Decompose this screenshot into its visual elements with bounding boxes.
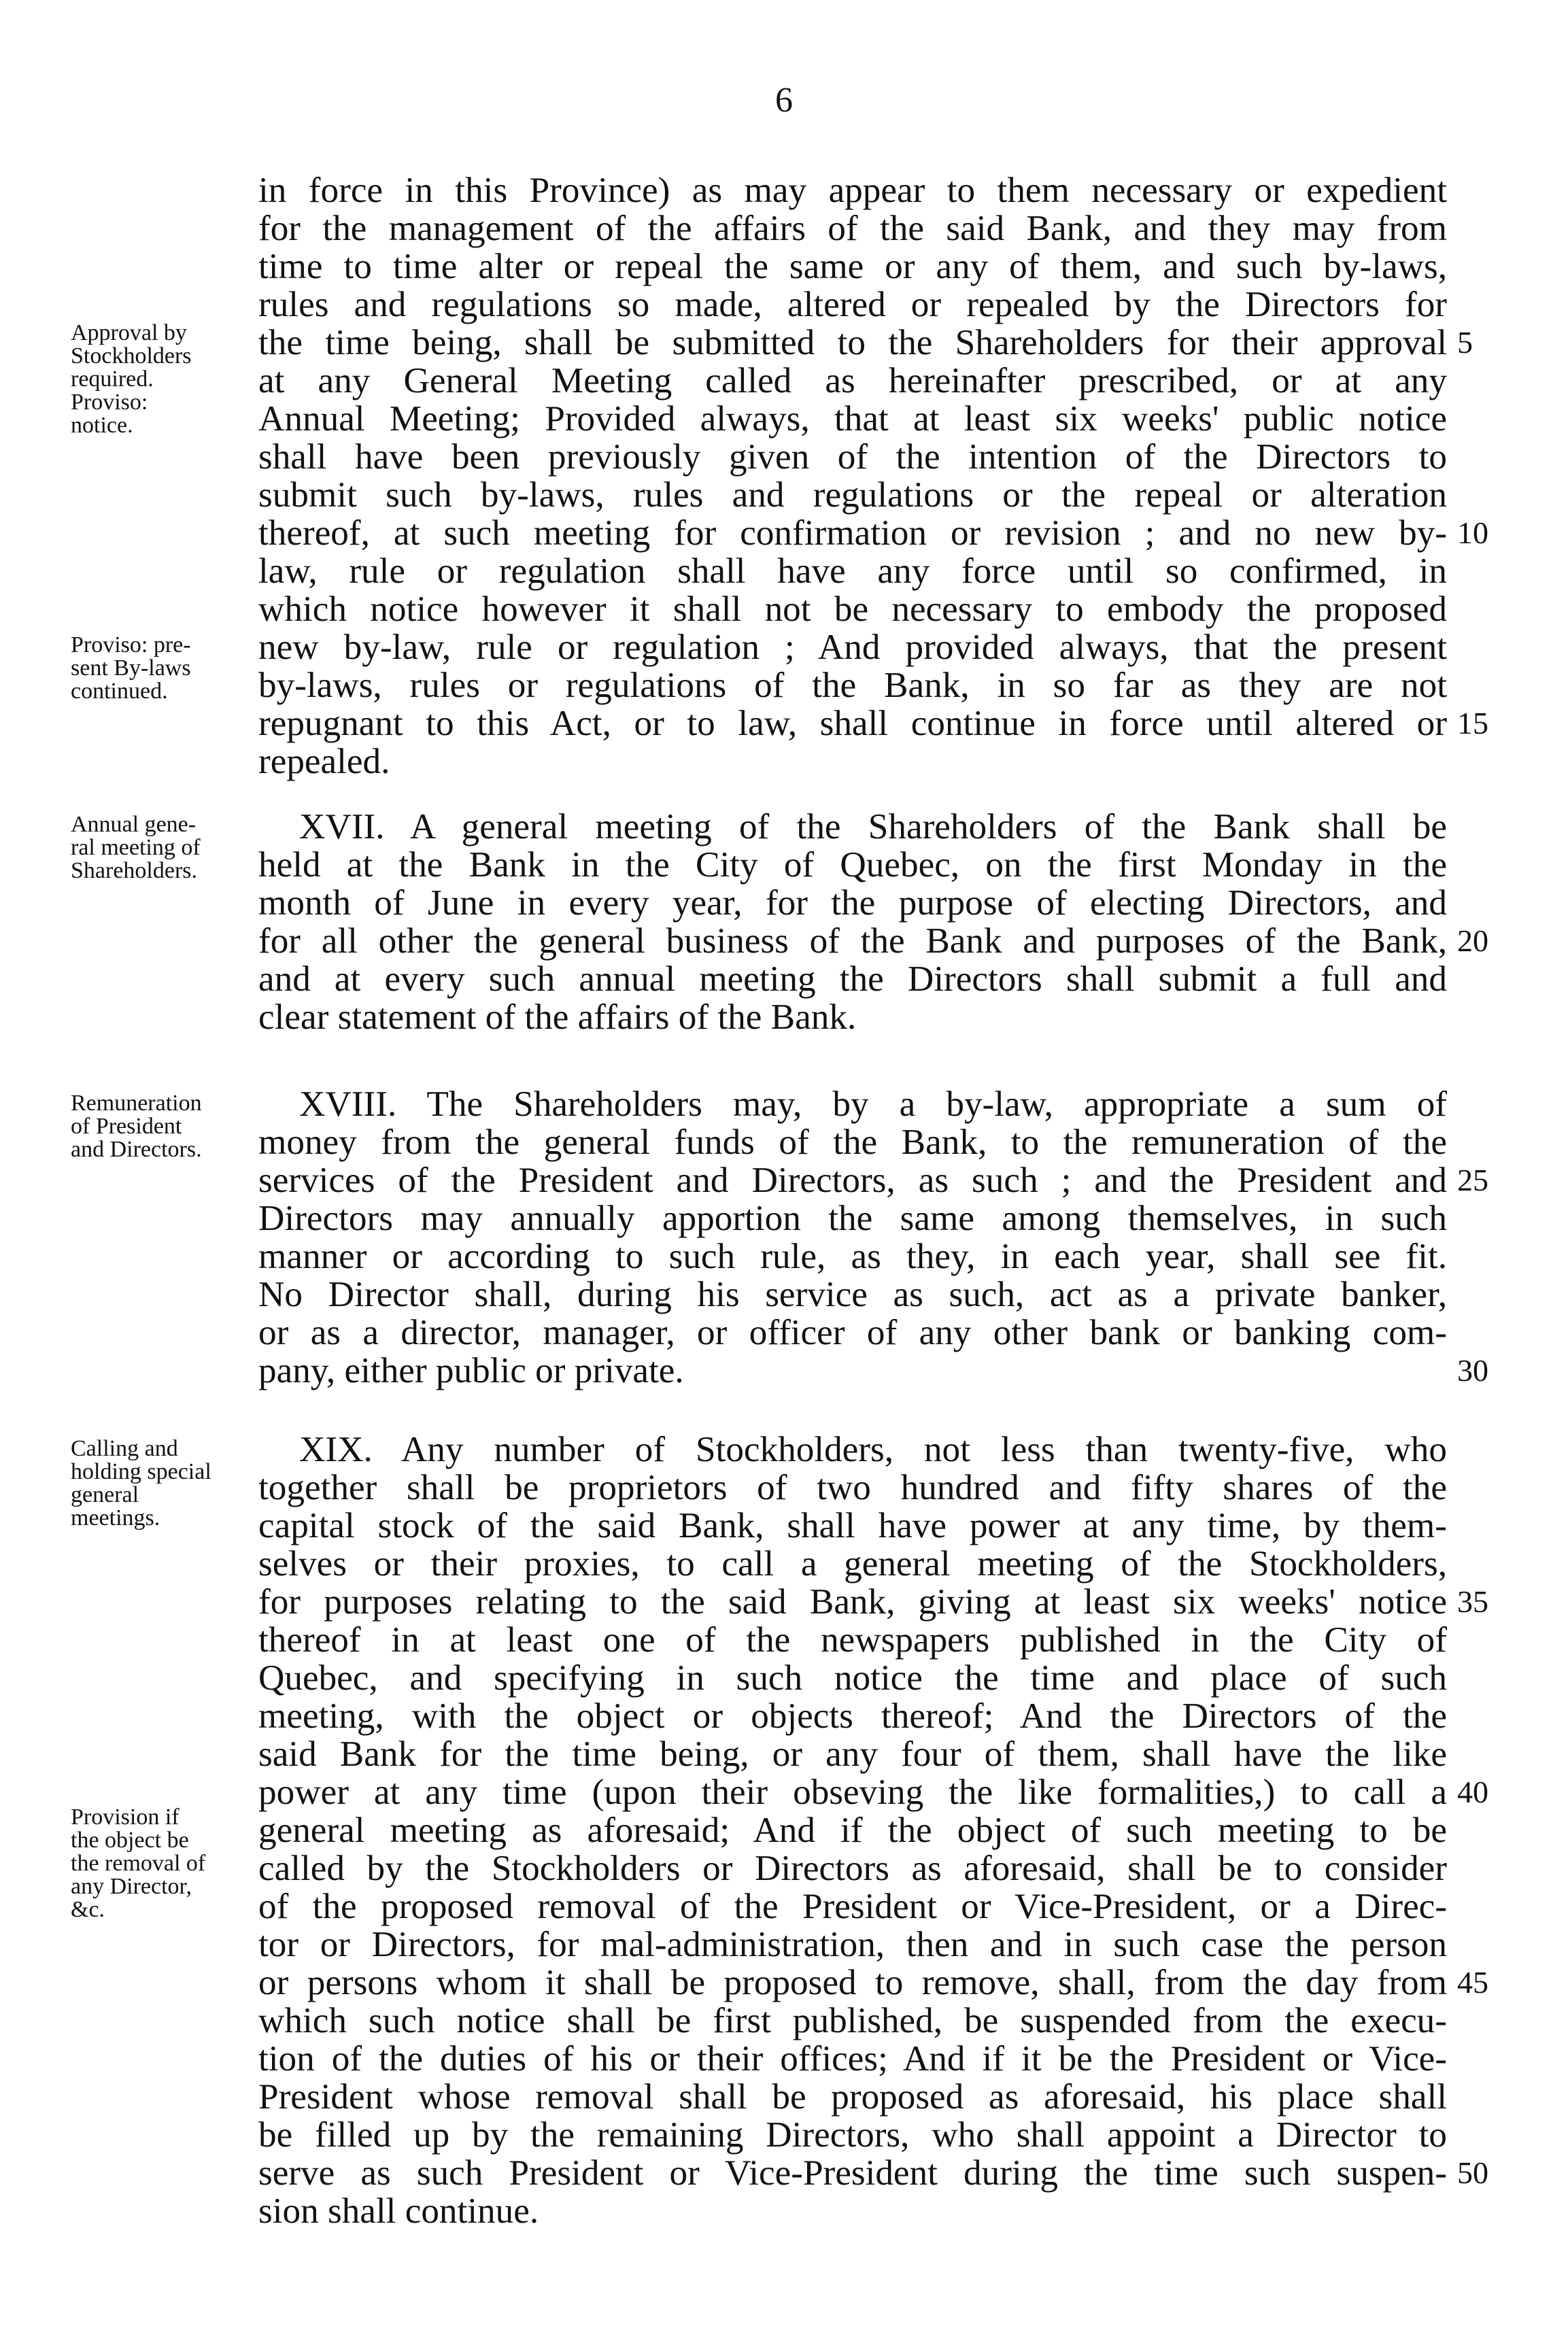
line-number: 5 xyxy=(1457,325,1473,360)
text-line: selves or their proxies, to call a general meeting of the Stockholders, xyxy=(258,1543,1447,1584)
text-line: XVIII. The Shareholders may, by a by-law, appropriate a sum of xyxy=(299,1084,1447,1124)
text-line: XVII. A general meeting of the Shareholders of the Bank shall be xyxy=(299,806,1447,846)
text-line: rules and regulations so made, altered or repealed by the Directors for xyxy=(258,284,1447,324)
margin-note-line: Proviso: xyxy=(71,390,148,415)
text-line: thereof in at least one of the newspapers published in the City of xyxy=(258,1620,1447,1660)
text-line: or as a director, manager, or officer of any other bank or banking com- xyxy=(258,1312,1447,1352)
margin-note-line: and Directors. xyxy=(71,1137,202,1162)
text-line: Directors may annually apportion the same among themselves, in such xyxy=(258,1198,1447,1238)
margin-note-line: Remuneration xyxy=(71,1091,202,1116)
text-line: together shall be proprietors of two hundred and fifty shares of the xyxy=(258,1467,1447,1507)
text-line: which notice however it shall not be necessary to embody the proposed xyxy=(258,589,1447,629)
text-line: in force in this Province) as may appear to them necessary or expedient xyxy=(258,170,1447,210)
text-line: of the proposed removal of the President or Vice-President, or a Direc- xyxy=(258,1886,1447,1926)
text-line: for purposes relating to the said Bank, giving at least six weeks' notice xyxy=(258,1581,1447,1622)
text-line: which such notice shall be first published, be suspended from the execu- xyxy=(258,2000,1447,2040)
text-line: or persons whom it shall be proposed to remove, shall, from the day from xyxy=(258,1962,1447,2002)
text-line: tion of the duties of his or their offices; And if it be the President or Vice- xyxy=(258,2038,1447,2079)
margin-note-line: Provision if xyxy=(71,1805,180,1830)
text-line: Annual Meeting; Provided always, that at least six weeks' public notice xyxy=(258,398,1447,439)
text-line: clear statement of the affairs of the Bank. xyxy=(258,997,857,1037)
text-line: be filled up by the remaining Directors, who shall appoint a Director to xyxy=(258,2115,1447,2155)
margin-note-line: the object be xyxy=(71,1828,189,1853)
text-line: new by-law, rule or regulation ; And provided always, that the present xyxy=(258,627,1447,667)
margin-note xyxy=(71,322,261,437)
line-number: 10 xyxy=(1457,515,1488,550)
text-line: money from the general funds of the Bank, to the remuneration of the xyxy=(258,1122,1447,1162)
text-line: pany, either public or private. xyxy=(258,1350,684,1390)
line-number: 20 xyxy=(1457,923,1488,958)
margin-note-line: Approval by xyxy=(71,320,187,345)
text-line: manner or according to such rule, as they, in each year, shall see fit. xyxy=(258,1236,1447,1276)
text-line: repugnant to this Act, or to law, shall continue in force until altered or xyxy=(258,703,1447,743)
text-line: sion shall continue. xyxy=(258,2191,539,2231)
text-line: services of the President and Directors, as such ; and the President and xyxy=(258,1160,1447,1200)
text-line: submit such by-laws, rules and regulations or the repeal or alteration xyxy=(258,475,1447,515)
text-line: XIX. Any number of Stockholders, not less than twenty-five, who xyxy=(299,1429,1447,1469)
margin-note-line: Shareholders. xyxy=(71,858,198,883)
text-line: meeting, with the object or objects thereof; And the Directors of the xyxy=(258,1696,1447,1736)
page-number: 6 xyxy=(775,81,793,120)
text-line: Quebec, and specifying in such notice the time and place of such xyxy=(258,1658,1447,1698)
margin-note-line: notice. xyxy=(71,413,133,438)
text-line: tor or Directors, for mal-administration, then and in such case the person xyxy=(258,1924,1447,1964)
text-line: the time being, shall be submitted to the Shareholders for their approval xyxy=(258,322,1447,362)
line-number: 50 xyxy=(1457,2155,1488,2190)
margin-note-line: continued. xyxy=(71,679,168,704)
text-line: law, rule or regulation shall have any force until so confirmed, in xyxy=(258,551,1447,591)
margin-note-line: the removal of xyxy=(71,1851,206,1876)
text-line: capital stock of the said Bank, shall have power at any time, by them- xyxy=(258,1505,1447,1545)
margin-note-line: any Director, xyxy=(71,1874,192,1899)
margin-note-line: required. xyxy=(71,366,154,392)
text-line: and at every such annual meeting the Directors shall submit a full and xyxy=(258,959,1447,999)
text-line: thereof, at such meeting for confirmation or revision ; and no new by- xyxy=(258,513,1447,553)
line-number: 25 xyxy=(1457,1163,1488,1197)
line-number: 35 xyxy=(1457,1584,1488,1619)
margin-note-line: Proviso: pre- xyxy=(71,632,191,657)
margin-note-line: holding special xyxy=(71,1459,211,1484)
margin-note-line: general xyxy=(71,1482,139,1507)
line-number: 45 xyxy=(1457,1965,1488,2000)
text-line: for the management of the affairs of the said Bank, and they may from xyxy=(258,208,1447,248)
text-line: power at any time (upon their obseving the like formalities,) to call a xyxy=(258,1772,1447,1812)
margin-note xyxy=(71,813,261,883)
text-line: held at the Bank in the City of Quebec, on the first Monday in the xyxy=(258,844,1447,885)
text-line: said Bank for the time being, or any four of them, shall have the like xyxy=(258,1734,1447,1774)
line-number: 30 xyxy=(1457,1353,1488,1388)
text-line: time to time alter or repeal the same or any of them, and such by-laws, xyxy=(258,246,1447,286)
text-line: shall have been previously given of the intention of the Directors to xyxy=(258,437,1447,477)
text-line: by-laws, rules or regulations of the Bank, in so far as they are not xyxy=(258,665,1447,705)
margin-note-line: of President xyxy=(71,1114,182,1139)
margin-note-line: sent By-laws xyxy=(71,655,191,681)
margin-note-line: Stockholders xyxy=(71,343,192,369)
margin-note xyxy=(71,1437,261,1530)
margin-note xyxy=(71,634,261,703)
text-line: repealed. xyxy=(258,741,390,781)
line-number: 15 xyxy=(1457,706,1488,740)
margin-note xyxy=(71,1092,261,1161)
text-line: general meeting as aforesaid; And if the object of such meeting to be xyxy=(258,1810,1447,1850)
margin-note-line: Annual gene- xyxy=(71,812,197,837)
text-line: President whose removal shall be proposed as aforesaid, his place shall xyxy=(258,2076,1447,2117)
text-line: month of June in every year, for the purpose of electing Directors, and xyxy=(258,883,1447,923)
text-line: for all other the general business of the Bank and purposes of the Bank, xyxy=(258,921,1447,961)
text-line: at any General Meeting called as hereinafter prescribed, or at any xyxy=(258,360,1447,400)
line-number: 40 xyxy=(1457,1775,1488,1809)
margin-note-line: Calling and xyxy=(71,1436,178,1461)
text-line: serve as such President or Vice-President during the time such suspen- xyxy=(258,2153,1447,2193)
margin-note-line: ral meeting of xyxy=(71,835,201,860)
margin-note-line: meetings. xyxy=(71,1505,160,1530)
text-line: No Director shall, during his service as such, act as a private banker, xyxy=(258,1274,1447,1314)
margin-note xyxy=(71,1806,261,1921)
margin-note-line: &c. xyxy=(71,1897,105,1922)
text-line: called by the Stockholders or Directors as aforesaid, shall be to consider xyxy=(258,1848,1447,1888)
